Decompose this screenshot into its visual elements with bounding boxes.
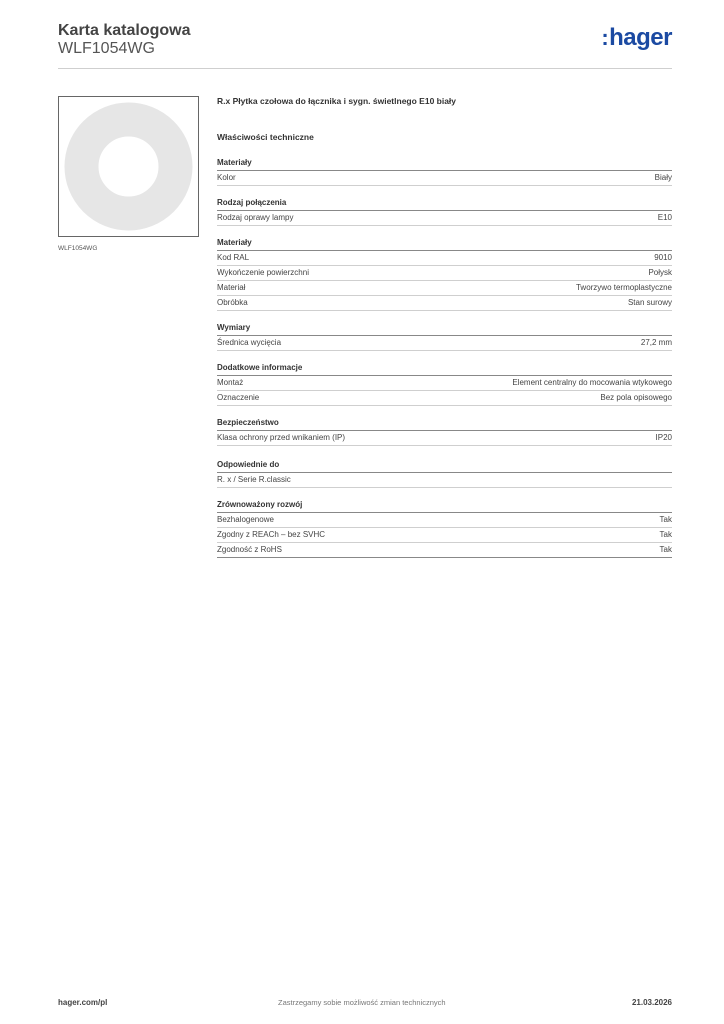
spec-label: Rodzaj oprawy lampy (217, 213, 294, 222)
document-title: Karta katalogowa (58, 22, 191, 39)
spec-label: Materiał (217, 283, 246, 292)
spec-value: Tak (659, 530, 672, 539)
spec-row (217, 376, 672, 391)
group-title: Rodzaj połączenia (217, 198, 672, 211)
footer-website-link[interactable]: hager.com/pl (58, 998, 108, 1007)
spec-row (217, 528, 672, 543)
spec-row (217, 266, 672, 281)
spec-row (217, 336, 672, 351)
group-title: Odpowiednie do (217, 460, 672, 473)
product-name: R.x Płytka czołowa do łącznika i sygn. świetlnego E10 biały (217, 96, 457, 106)
spec-row (217, 543, 672, 558)
logo-text: hager (609, 24, 672, 51)
page-header (58, 20, 672, 69)
spec-row (217, 391, 672, 406)
spec-group-additional-info (217, 363, 672, 406)
footer-notice: Zastrzegamy sobie możliwość zmian technicznych (278, 998, 446, 1007)
hager-logo: :hager (601, 24, 672, 51)
spec-value: Połysk (648, 268, 672, 277)
spec-value: Bez pola opisowego (600, 393, 672, 402)
cover-plate-ring-icon (59, 97, 198, 236)
spec-label: Bezhalogenowe (217, 515, 274, 524)
spec-row (217, 431, 672, 446)
image-caption: WLF1054WG (58, 245, 98, 252)
spec-group-suitable-for (217, 460, 672, 488)
spec-value: IP20 (655, 433, 672, 442)
spec-label: Kolor (217, 173, 236, 182)
spec-value: Tworzywo termoplastyczne (575, 283, 672, 292)
spec-label: Średnica wycięcia (217, 338, 282, 347)
spec-label: Wykończenie powierzchni (217, 268, 309, 277)
group-title: Zrównoważony rozwój (217, 500, 672, 513)
spec-label: Kod RAL (217, 253, 250, 262)
product-code: WLF1054WG (58, 40, 155, 57)
spec-row (217, 251, 672, 266)
spec-label: R. x / Serie R.classic (217, 475, 291, 484)
spec-label: Klasa ochrony przed wnikaniem (IP) (217, 433, 346, 442)
section-title: Właściwości techniczne (217, 132, 314, 142)
spec-label: Montaż (217, 378, 244, 387)
group-title: Bezpieczeństwo (217, 418, 672, 431)
spec-group-dimensions (217, 323, 672, 351)
spec-row (217, 296, 672, 311)
spec-row (217, 211, 672, 226)
spec-label: Oznaczenie (217, 393, 260, 402)
group-title: Dodatkowe informacje (217, 363, 672, 376)
spec-group-materials-1 (217, 158, 672, 186)
spec-value: 27,2 mm (640, 338, 672, 347)
spec-label: Zgodny z REACh – bez SVHC (217, 530, 326, 539)
spec-value: Tak (659, 545, 672, 554)
spec-group-sustainability (217, 500, 672, 558)
group-title: Materiały (217, 158, 672, 171)
spec-value: Tak (659, 515, 672, 524)
spec-label: Zgodność z RoHS (217, 545, 282, 554)
product-image (58, 96, 199, 237)
spec-row (217, 281, 672, 296)
group-title: Materiały (217, 238, 672, 251)
spec-label: Obróbka (217, 298, 248, 307)
spec-value: E10 (657, 213, 672, 222)
spec-group-safety (217, 418, 672, 446)
spec-group-materials-2 (217, 238, 672, 311)
footer-date: 21.03.2026 (631, 998, 672, 1007)
spec-row (217, 171, 672, 186)
spec-value: 9010 (654, 253, 672, 262)
spec-value: Stan surowy (627, 298, 672, 307)
spec-row (217, 473, 672, 488)
spec-row (217, 513, 672, 528)
spec-group-connection (217, 198, 672, 226)
spec-value: Biały (654, 173, 672, 182)
spec-content (217, 96, 672, 558)
spec-value: Element centralny do mocowania wtykowego (512, 378, 672, 387)
group-title: Wymiary (217, 323, 672, 336)
